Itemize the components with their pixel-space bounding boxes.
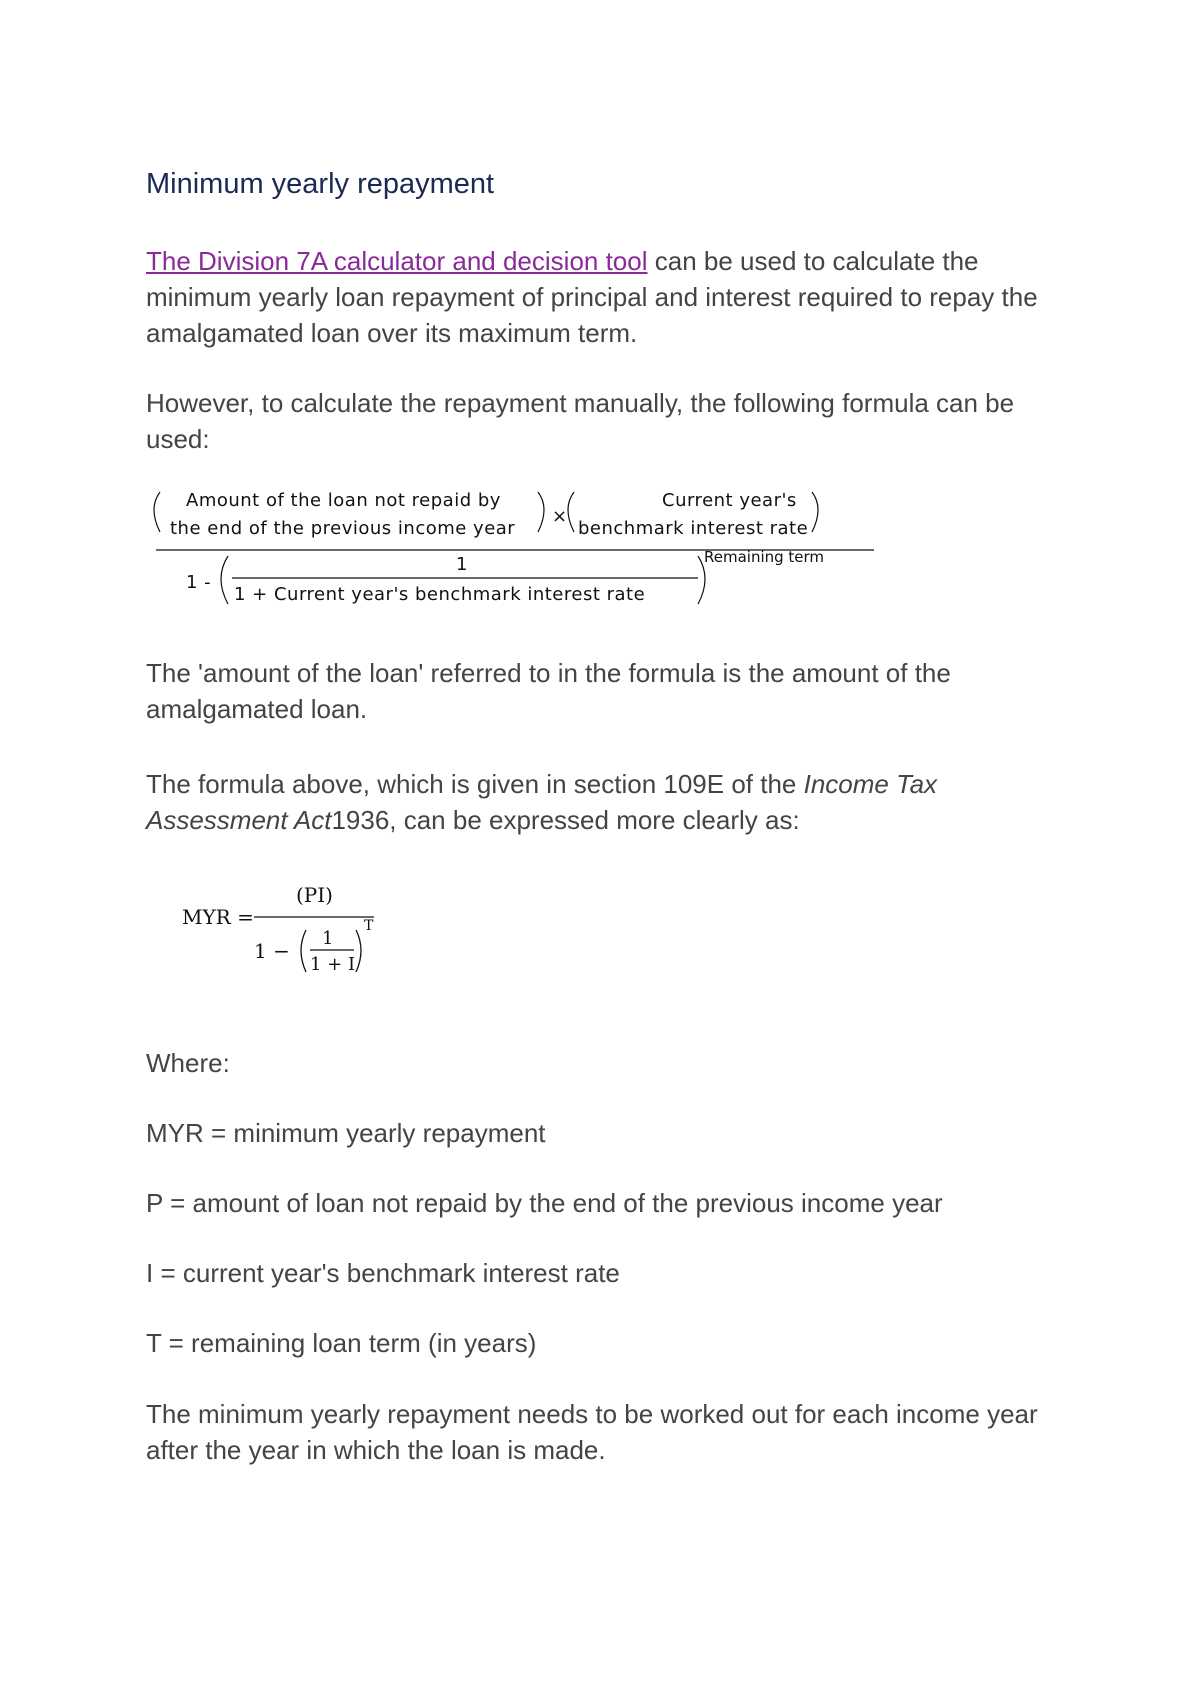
formula-explanation-paragraph (146, 766, 1076, 838)
formula2-numerator: (PI) (296, 883, 333, 907)
formula-times: × (552, 506, 568, 527)
formula2-frac-den: 1 + I (310, 954, 356, 975)
page-title: Minimum yearly repayment (146, 168, 495, 200)
formula-exponent: Remaining term (704, 548, 825, 566)
formula-den-frac-den: 1 + Current year's benchmark interest rate (234, 584, 646, 605)
formula-num-left-line1: Amount of the loan not repaid by (186, 490, 501, 511)
formula-num-right-line1: Current year's (662, 490, 797, 511)
formula-num-right-line2: benchmark interest rate (578, 518, 809, 539)
definition-i: I = current year's benchmark interest rate (146, 1258, 620, 1288)
simplified-formula (182, 880, 422, 980)
manual-calculation-paragraph: However, to calculate the repayment manually, the following formula can be used: (146, 388, 1015, 454)
where-label: Where: (146, 1048, 230, 1078)
definition-p: P = amount of loan not repaid by the end of the previous income year (146, 1188, 943, 1218)
formula-den-frac-num: 1 (456, 554, 468, 575)
formula-num-left-line2: the end of the previous income year (170, 518, 516, 539)
intro-text: can be used to calculate the minimum yearly loan repayment of principal and interest required to repay the amalgamated loan over its maximum term. (146, 246, 1038, 348)
formula2-frac-num: 1 (322, 928, 334, 949)
act-name: Income Tax Assessment Act (146, 769, 938, 835)
intro-paragraph (146, 243, 1076, 351)
definition-t: T = remaining loan term (in years) (146, 1328, 537, 1358)
formula2-lhs: MYR = (182, 905, 254, 929)
division-7a-calculator-link[interactable]: The Division 7A calculator and decision tool (146, 246, 648, 276)
definition-myr: MYR = minimum yearly repayment (146, 1118, 546, 1148)
formula-den-one: 1 - (186, 572, 212, 593)
formula-para-post: 1936, can be expressed more clearly as: (331, 805, 800, 835)
formula-para-pre: The formula above, which is given in section 109E of the (146, 769, 804, 799)
formula2-den-one: 1 − (254, 939, 290, 963)
formula2-exponent: T (364, 918, 374, 934)
closing-paragraph: The minimum yearly repayment needs to be worked out for each income year after the year in which the loan is made. (146, 1399, 1038, 1465)
amount-of-loan-paragraph: The 'amount of the loan' referred to in the formula is the amount of the amalgamated loan. (146, 658, 951, 724)
long-formula (146, 484, 886, 616)
